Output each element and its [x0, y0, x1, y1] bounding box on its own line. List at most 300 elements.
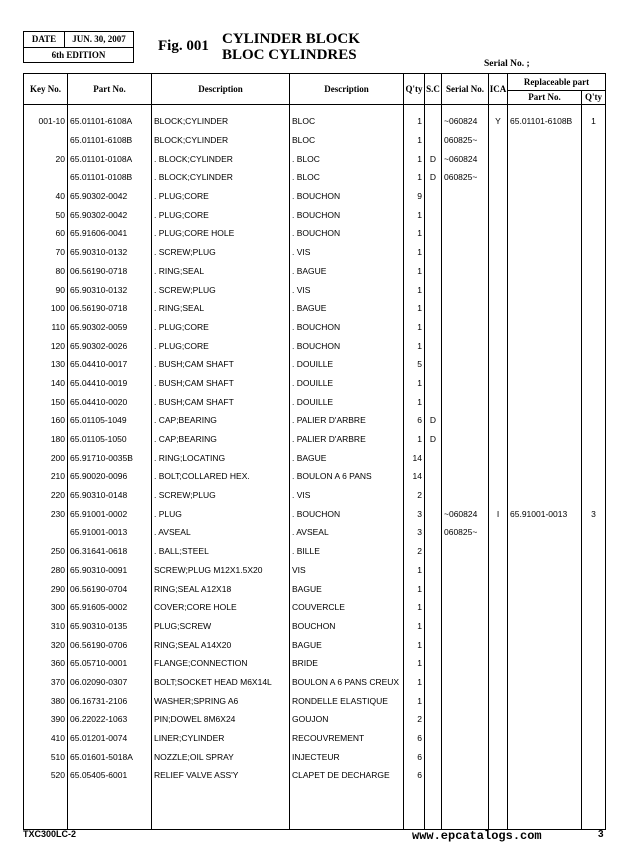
- cell-description-fr: BAGUE: [290, 635, 404, 654]
- cell-part-no: 65.04410-0020: [68, 392, 152, 411]
- table-row: [24, 448, 606, 467]
- cell-rep-qty: [582, 430, 606, 449]
- cell-rep-qty: [582, 336, 606, 355]
- cell-description-en: BLOCK;CYLINDER: [152, 131, 290, 150]
- cell-description-fr: . PALIER D'ARBRE: [290, 411, 404, 430]
- cell-sc: [425, 691, 442, 710]
- cell-description-fr: . BLOC: [290, 149, 404, 168]
- cell-sc: D: [425, 430, 442, 449]
- cell-serial-no: 060825~: [442, 168, 489, 187]
- figure-number: Fig. 001: [158, 38, 209, 54]
- cell-sc: [425, 561, 442, 580]
- cell-rep-part-no: [508, 131, 582, 150]
- cell-description-en: . PLUG;CORE: [152, 318, 290, 337]
- cell-key-no: [24, 523, 68, 542]
- cell-sc: [425, 673, 442, 692]
- cell-part-no: 06.22022-1063: [68, 710, 152, 729]
- cell-part-no: 06.31641-0618: [68, 542, 152, 561]
- table-row: [24, 729, 606, 748]
- cell-sc: D: [425, 411, 442, 430]
- cell-ica: [489, 523, 508, 542]
- cell-sc: [425, 710, 442, 729]
- col-qty: Q'ty: [404, 74, 425, 105]
- cell-key-no: 50: [24, 205, 68, 224]
- cell-description-fr: . DOUILLE: [290, 392, 404, 411]
- cell-qty: 1: [404, 617, 425, 636]
- cell-rep-part-no: [508, 542, 582, 561]
- cell-description-fr: BOULON A 6 PANS CREUX: [290, 673, 404, 692]
- cell-qty: 1: [404, 224, 425, 243]
- cell-key-no: 230: [24, 504, 68, 523]
- cell-serial-no: [442, 598, 489, 617]
- cell-rep-qty: [582, 579, 606, 598]
- cell-part-no: 65.90310-0132: [68, 280, 152, 299]
- page-title-en: CYLINDER BLOCK: [222, 31, 360, 47]
- cell-key-no: 100: [24, 299, 68, 318]
- cell-key-no: 310: [24, 617, 68, 636]
- cell-qty: 1: [404, 561, 425, 580]
- table-row: [24, 411, 606, 430]
- cell-key-no: 120: [24, 336, 68, 355]
- cell-qty: 1: [404, 149, 425, 168]
- cell-rep-part-no: [508, 729, 582, 748]
- table-row: [24, 318, 606, 337]
- col-sc: S.C: [425, 74, 442, 105]
- cell-ica: [489, 598, 508, 617]
- cell-description-en: . AVSEAL: [152, 523, 290, 542]
- cell-rep-part-no: [508, 747, 582, 766]
- cell-ica: [489, 561, 508, 580]
- cell-key-no: 90: [24, 280, 68, 299]
- cell-description-fr: BRIDE: [290, 654, 404, 673]
- cell-part-no: 06.02090-0307: [68, 673, 152, 692]
- cell-rep-qty: [582, 411, 606, 430]
- cell-qty: 1: [404, 243, 425, 262]
- cell-ica: [489, 430, 508, 449]
- cell-description-en: RING;SEAL A14X20: [152, 635, 290, 654]
- cell-qty: 2: [404, 486, 425, 505]
- cell-ica: [489, 280, 508, 299]
- filler-cell: [425, 785, 442, 830]
- cell-serial-no: [442, 654, 489, 673]
- cell-rep-qty: [582, 654, 606, 673]
- cell-rep-qty: [582, 168, 606, 187]
- cell-serial-no: [442, 299, 489, 318]
- table-row: [24, 355, 606, 374]
- cell-ica: [489, 131, 508, 150]
- cell-serial-no: [442, 579, 489, 598]
- cell-sc: [425, 187, 442, 206]
- model-name: TXC300LC-2: [23, 829, 77, 839]
- cell-rep-qty: [582, 243, 606, 262]
- cell-qty: 1: [404, 654, 425, 673]
- cell-sc: [425, 617, 442, 636]
- cell-sc: [425, 392, 442, 411]
- cell-serial-no: [442, 617, 489, 636]
- table-row: [24, 374, 606, 393]
- cell-rep-qty: [582, 598, 606, 617]
- cell-ica: [489, 729, 508, 748]
- cell-rep-qty: [582, 131, 606, 150]
- cell-rep-part-no: [508, 635, 582, 654]
- page-title-fr: BLOC CYLINDRES: [222, 47, 357, 63]
- cell-serial-no: [442, 224, 489, 243]
- cell-rep-qty: [582, 224, 606, 243]
- table-row: [24, 187, 606, 206]
- cell-serial-no: [442, 710, 489, 729]
- cell-ica: [489, 766, 508, 785]
- cell-sc: [425, 766, 442, 785]
- cell-rep-qty: [582, 729, 606, 748]
- cell-serial-no: [442, 486, 489, 505]
- cell-sc: [425, 262, 442, 281]
- cell-description-en: . BLOCK;CYLINDER: [152, 168, 290, 187]
- table-row: [24, 691, 606, 710]
- filler-cell: [152, 785, 290, 830]
- cell-rep-part-no: [508, 654, 582, 673]
- cell-rep-qty: [582, 280, 606, 299]
- cell-ica: [489, 691, 508, 710]
- cell-rep-part-no: [508, 280, 582, 299]
- table-filler-row: [24, 785, 606, 830]
- cell-sc: [425, 355, 442, 374]
- cell-serial-no: [442, 430, 489, 449]
- filler-cell: [508, 785, 582, 830]
- cell-key-no: 390: [24, 710, 68, 729]
- cell-description-en: PIN;DOWEL 8M6X24: [152, 710, 290, 729]
- cell-part-no: 65.90020-0096: [68, 467, 152, 486]
- table-row: [24, 392, 606, 411]
- cell-rep-qty: [582, 673, 606, 692]
- cell-ica: [489, 448, 508, 467]
- cell-description-fr: . BAGUE: [290, 262, 404, 281]
- cell-part-no: 06.56190-0704: [68, 579, 152, 598]
- cell-ica: [489, 243, 508, 262]
- table-row: [24, 710, 606, 729]
- cell-key-no: 510: [24, 747, 68, 766]
- cell-part-no: 65.91710-0035B: [68, 448, 152, 467]
- cell-ica: [489, 224, 508, 243]
- cell-description-fr: VIS: [290, 561, 404, 580]
- cell-description-fr: . DOUILLE: [290, 374, 404, 393]
- cell-description-fr: . BOUCHON: [290, 318, 404, 337]
- cell-rep-part-no: [508, 523, 582, 542]
- cell-rep-part-no: [508, 168, 582, 187]
- cell-description-fr: . VIS: [290, 280, 404, 299]
- cell-sc: [425, 448, 442, 467]
- cell-description-en: PLUG;SCREW: [152, 617, 290, 636]
- cell-serial-no: 060825~: [442, 523, 489, 542]
- cell-sc: [425, 205, 442, 224]
- cell-key-no: 200: [24, 448, 68, 467]
- cell-serial-no: [442, 318, 489, 337]
- cell-qty: 6: [404, 766, 425, 785]
- cell-description-en: SCREW;PLUG M12X1.5X20: [152, 561, 290, 580]
- cell-sc: [425, 374, 442, 393]
- date-edition-box: [23, 31, 134, 63]
- cell-serial-no: [442, 374, 489, 393]
- table-row: [24, 504, 606, 523]
- cell-description-fr: BOUCHON: [290, 617, 404, 636]
- cell-description-fr: RONDELLE ELASTIQUE: [290, 691, 404, 710]
- cell-rep-part-no: [508, 262, 582, 281]
- cell-key-no: 520: [24, 766, 68, 785]
- cell-ica: [489, 654, 508, 673]
- table-row: [24, 542, 606, 561]
- cell-qty: 1: [404, 336, 425, 355]
- cell-part-no: 65.90310-0148: [68, 486, 152, 505]
- cell-key-no: 290: [24, 579, 68, 598]
- cell-qty: 1: [404, 318, 425, 337]
- table-row: [24, 131, 606, 150]
- cell-description-fr: INJECTEUR: [290, 747, 404, 766]
- date-value: JUN. 30, 2007: [72, 34, 126, 44]
- cell-key-no: 210: [24, 467, 68, 486]
- cell-ica: [489, 299, 508, 318]
- cell-rep-qty: [582, 448, 606, 467]
- cell-key-no: 20: [24, 149, 68, 168]
- cell-rep-part-no: [508, 691, 582, 710]
- col-key-no: Key No.: [24, 74, 68, 105]
- cell-qty: 1: [404, 430, 425, 449]
- cell-rep-qty: [582, 766, 606, 785]
- cell-rep-part-no: [508, 710, 582, 729]
- cell-ica: I: [489, 504, 508, 523]
- cell-description-en: LINER;CYLINDER: [152, 729, 290, 748]
- filler-cell: [24, 785, 68, 830]
- table-row: [24, 635, 606, 654]
- cell-key-no: 320: [24, 635, 68, 654]
- cell-key-no: 180: [24, 430, 68, 449]
- cell-qty: 2: [404, 542, 425, 561]
- cell-sc: [425, 467, 442, 486]
- cell-sc: [425, 299, 442, 318]
- cell-key-no: 140: [24, 374, 68, 393]
- cell-rep-part-no: [508, 243, 582, 262]
- cell-part-no: 65.04410-0019: [68, 374, 152, 393]
- cell-key-no: 370: [24, 673, 68, 692]
- table-row: [24, 766, 606, 785]
- cell-description-en: WASHER;SPRING A6: [152, 691, 290, 710]
- cell-description-en: . PLUG;CORE: [152, 205, 290, 224]
- cell-description-en: . BOLT;COLLARED HEX.: [152, 467, 290, 486]
- cell-description-fr: . BAGUE: [290, 448, 404, 467]
- edition-label: 6th EDITION: [51, 50, 106, 60]
- cell-serial-no: [442, 542, 489, 561]
- table-row: [24, 561, 606, 580]
- cell-part-no: 65.90310-0132: [68, 243, 152, 262]
- cell-part-no: 65.91605-0002: [68, 598, 152, 617]
- cell-sc: [425, 729, 442, 748]
- cell-rep-part-no: [508, 224, 582, 243]
- cell-qty: 5: [404, 355, 425, 374]
- cell-sc: [425, 336, 442, 355]
- cell-qty: 1: [404, 131, 425, 150]
- cell-rep-part-no: [508, 598, 582, 617]
- parts-table: [23, 73, 606, 830]
- cell-qty: 3: [404, 504, 425, 523]
- cell-description-fr: . BOULON A 6 PANS: [290, 467, 404, 486]
- table-row: [24, 299, 606, 318]
- cell-ica: [489, 673, 508, 692]
- cell-ica: [489, 318, 508, 337]
- cell-sc: [425, 243, 442, 262]
- table-row: [24, 579, 606, 598]
- filler-cell: [290, 785, 404, 830]
- cell-rep-part-no: [508, 561, 582, 580]
- cell-sc: D: [425, 168, 442, 187]
- parts-table-container: [23, 73, 605, 824]
- cell-description-fr: . BAGUE: [290, 299, 404, 318]
- cell-key-no: 110: [24, 318, 68, 337]
- cell-description-en: . SCREW;PLUG: [152, 280, 290, 299]
- table-row: [24, 598, 606, 617]
- cell-ica: [489, 336, 508, 355]
- cell-ica: [489, 617, 508, 636]
- col-serial-no: Serial No.: [442, 74, 489, 105]
- table-row: [24, 149, 606, 168]
- cell-description-fr: . BOUCHON: [290, 504, 404, 523]
- col-rep-part-no: Part No.: [508, 90, 582, 104]
- cell-rep-qty: [582, 392, 606, 411]
- col-description-fr: Description: [290, 74, 404, 105]
- cell-rep-part-no: 65.01101-6108B: [508, 105, 582, 131]
- cell-description-en: . BALL;STEEL: [152, 542, 290, 561]
- cell-serial-no: [442, 635, 489, 654]
- cell-part-no: 65.90310-0091: [68, 561, 152, 580]
- cell-rep-part-no: [508, 299, 582, 318]
- cell-description-en: FLANGE;CONNECTION: [152, 654, 290, 673]
- cell-sc: [425, 523, 442, 542]
- cell-ica: [489, 355, 508, 374]
- cell-description-en: . RING;SEAL: [152, 262, 290, 281]
- cell-part-no: 65.91606-0041: [68, 224, 152, 243]
- cell-part-no: 06.56190-0706: [68, 635, 152, 654]
- cell-serial-no: [442, 205, 489, 224]
- cell-key-no: 410: [24, 729, 68, 748]
- col-description-en: Description: [152, 74, 290, 105]
- cell-rep-qty: [582, 262, 606, 281]
- cell-key-no: 70: [24, 243, 68, 262]
- cell-qty: 1: [404, 299, 425, 318]
- cell-description-en: . BUSH;CAM SHAFT: [152, 392, 290, 411]
- cell-part-no: 65.01101-0108A: [68, 149, 152, 168]
- cell-description-fr: . BOUCHON: [290, 224, 404, 243]
- cell-description-fr: . BILLE: [290, 542, 404, 561]
- cell-description-en: . PLUG;CORE: [152, 187, 290, 206]
- page-number: 3: [598, 829, 604, 840]
- col-part-no: Part No.: [68, 74, 152, 105]
- cell-description-fr: . VIS: [290, 486, 404, 505]
- cell-description-en: . BUSH;CAM SHAFT: [152, 355, 290, 374]
- cell-sc: [425, 280, 442, 299]
- cell-key-no: [24, 131, 68, 150]
- cell-rep-qty: [582, 635, 606, 654]
- cell-sc: [425, 542, 442, 561]
- cell-description-en: . SCREW;PLUG: [152, 486, 290, 505]
- cell-rep-qty: [582, 299, 606, 318]
- cell-rep-part-no: [508, 467, 582, 486]
- cell-rep-part-no: [508, 673, 582, 692]
- cell-sc: [425, 224, 442, 243]
- table-row: [24, 105, 606, 131]
- cell-rep-qty: [582, 617, 606, 636]
- cell-part-no: 65.05710-0001: [68, 654, 152, 673]
- cell-rep-part-no: [508, 187, 582, 206]
- cell-rep-qty: [582, 205, 606, 224]
- cell-rep-qty: [582, 561, 606, 580]
- cell-sc: [425, 105, 442, 131]
- cell-description-en: RING;SEAL A12X18: [152, 579, 290, 598]
- cell-description-fr: RECOUVREMENT: [290, 729, 404, 748]
- cell-description-fr: . BOUCHON: [290, 336, 404, 355]
- cell-ica: [489, 392, 508, 411]
- filler-cell: [68, 785, 152, 830]
- table-row: [24, 617, 606, 636]
- cell-ica: [489, 374, 508, 393]
- cell-description-en: . CAP;BEARING: [152, 411, 290, 430]
- cell-part-no: 65.05405-6001: [68, 766, 152, 785]
- cell-key-no: 380: [24, 691, 68, 710]
- cell-rep-qty: [582, 187, 606, 206]
- cell-rep-qty: [582, 467, 606, 486]
- cell-description-fr: CLAPET DE DECHARGE: [290, 766, 404, 785]
- cell-rep-qty: 3: [582, 504, 606, 523]
- cell-key-no: 360: [24, 654, 68, 673]
- cell-serial-no: ~060824: [442, 504, 489, 523]
- table-row: [24, 243, 606, 262]
- cell-qty: 14: [404, 448, 425, 467]
- cell-rep-part-no: [508, 149, 582, 168]
- cell-ica: [489, 747, 508, 766]
- cell-qty: 6: [404, 747, 425, 766]
- cell-rep-part-no: [508, 392, 582, 411]
- cell-description-fr: . AVSEAL: [290, 523, 404, 542]
- filler-cell: [404, 785, 425, 830]
- cell-qty: 1: [404, 168, 425, 187]
- cell-sc: [425, 504, 442, 523]
- cell-serial-no: [442, 243, 489, 262]
- cell-description-fr: BLOC: [290, 131, 404, 150]
- table-row: [24, 467, 606, 486]
- cell-description-en: BOLT;SOCKET HEAD M6X14L: [152, 673, 290, 692]
- cell-rep-part-no: [508, 336, 582, 355]
- cell-sc: [425, 486, 442, 505]
- serial-no-label: Serial No. ;: [484, 59, 530, 69]
- table-row: [24, 168, 606, 187]
- cell-ica: [489, 635, 508, 654]
- cell-qty: 1: [404, 635, 425, 654]
- cell-serial-no: [442, 467, 489, 486]
- cell-part-no: 65.04410-0017: [68, 355, 152, 374]
- cell-serial-no: [442, 766, 489, 785]
- cell-ica: Y: [489, 105, 508, 131]
- filler-cell: [489, 785, 508, 830]
- cell-rep-qty: [582, 318, 606, 337]
- cell-rep-qty: [582, 747, 606, 766]
- table-row: [24, 336, 606, 355]
- cell-description-fr: . VIS: [290, 243, 404, 262]
- cell-qty: 1: [404, 392, 425, 411]
- cell-ica: [489, 486, 508, 505]
- cell-part-no: 65.01201-0074: [68, 729, 152, 748]
- cell-description-en: BLOCK;CYLINDER: [152, 105, 290, 131]
- cell-sc: [425, 598, 442, 617]
- cell-description-fr: . BOUCHON: [290, 187, 404, 206]
- cell-description-fr: BLOC: [290, 105, 404, 131]
- cell-rep-qty: [582, 542, 606, 561]
- filler-cell: [582, 785, 606, 830]
